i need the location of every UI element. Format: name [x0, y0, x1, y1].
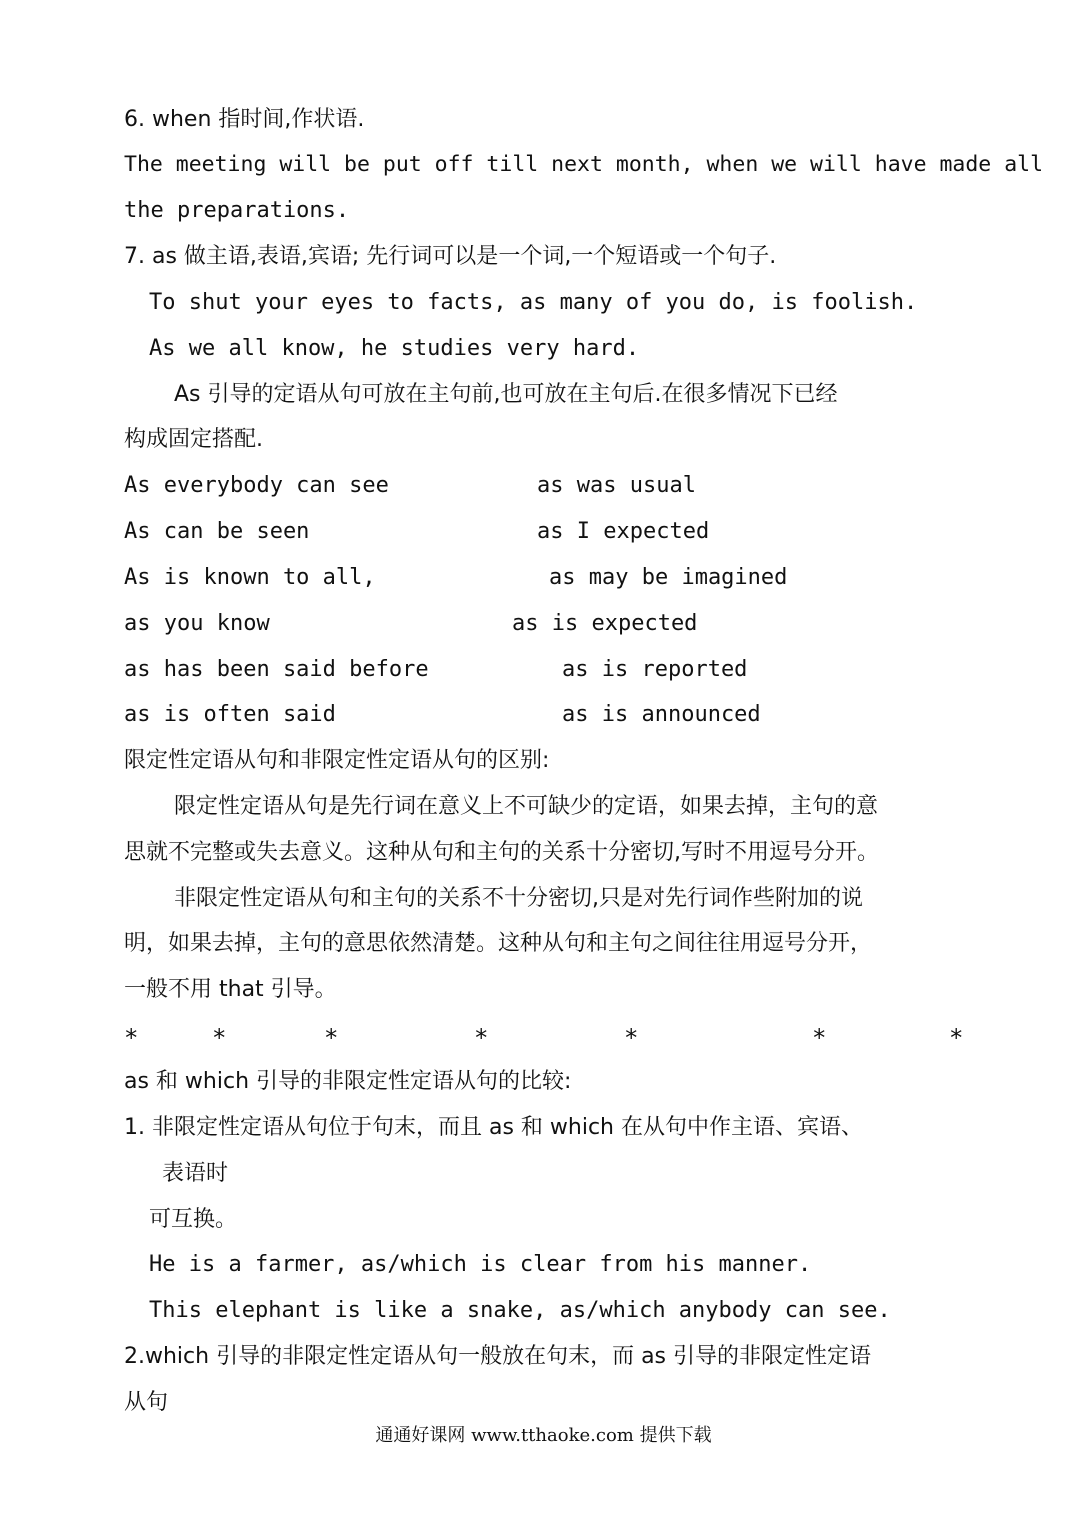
example-2: This elephant is like a snake, as/which anybody can see.: [149, 1298, 891, 1323]
line-5: To shut your eyes to facts, as many of you do, is foolish.: [149, 290, 918, 315]
phrase-right-5: as is reported: [562, 657, 748, 682]
compare-title: as 和 which 引导的非限定性定语从句的比较:: [124, 1069, 572, 1094]
phrase-right-6: as is announced: [562, 702, 761, 727]
star: *: [124, 1024, 139, 1052]
line-3: the preparations.: [124, 198, 350, 223]
example-1: He is a farmer, as/which is clear from his manner.: [149, 1252, 812, 1277]
line-7: As 引导的定语从句可放在主句前,也可放在主句后.在很多情况下已经: [174, 382, 838, 407]
star: *: [812, 1024, 827, 1052]
phrase-left-4: as you know: [124, 611, 270, 636]
para-1-line-1: 限定性定语从句是先行词在意义上不可缺少的定语，如果去掉，主句的意: [174, 794, 879, 819]
line-4: 7. as 做主语,表语,宾语; 先行词可以是一个词,一个短语或一个句子.: [124, 244, 777, 269]
star: *: [949, 1024, 964, 1052]
item-1-line-1: 1. 非限定性定语从句位于句末，而且 as 和 which 在从句中作主语、宾语、: [124, 1115, 863, 1140]
phrase-left-5: as has been said before: [124, 657, 429, 682]
star: *: [212, 1024, 227, 1052]
para-1-line-2: 思就不完整或失去意义。这种从句和主句的关系十分密切,写时不用逗号分开。: [124, 840, 879, 865]
para-2-line-2: 明，如果去掉，主句的意思依然清楚。这种从句和主句之间往往用逗号分开，: [124, 931, 873, 956]
item-2-line-2: 从句: [124, 1390, 169, 1415]
phrase-right-4: as is expected: [512, 611, 698, 636]
para-2-line-3: 一般不用 that 引导。: [124, 977, 337, 1002]
item-1-line-3: 可互换。: [149, 1207, 238, 1232]
phrase-left-6: as is often said: [124, 702, 336, 727]
phrase-right-3: as may be imagined: [549, 565, 788, 590]
line-8: 构成固定搭配.: [124, 427, 263, 452]
line-6: As we all know, he studies very hard.: [149, 336, 640, 361]
star: *: [624, 1024, 639, 1052]
phrase-right-1: as was usual: [537, 473, 696, 498]
section-title: 限定性定语从句和非限定性定语从句的区别:: [124, 748, 550, 773]
star: *: [324, 1024, 339, 1052]
phrase-right-2: as I expected: [537, 519, 710, 544]
page-footer: 通通好课网 www.tthaoke.com 提供下载: [375, 1425, 712, 1446]
item-2-line-1: 2.which 引导的非限定性定语从句一般放在句末，而 as 引导的非限定性定语: [124, 1344, 872, 1369]
para-2-line-1: 非限定性定语从句和主句的关系不十分密切,只是对先行词作些附加的说: [174, 886, 863, 911]
phrase-left-1: As everybody can see: [124, 473, 389, 498]
phrase-left-2: As can be seen: [124, 519, 310, 544]
line-2: The meeting will be put off till next month, when we will have made all: [124, 152, 1044, 177]
item-1-line-2: 表语时: [162, 1161, 229, 1186]
phrase-left-3: As is known to all,: [124, 565, 376, 590]
star: *: [474, 1024, 489, 1052]
line-1: 6. when 指时间,作状语.: [124, 107, 365, 132]
